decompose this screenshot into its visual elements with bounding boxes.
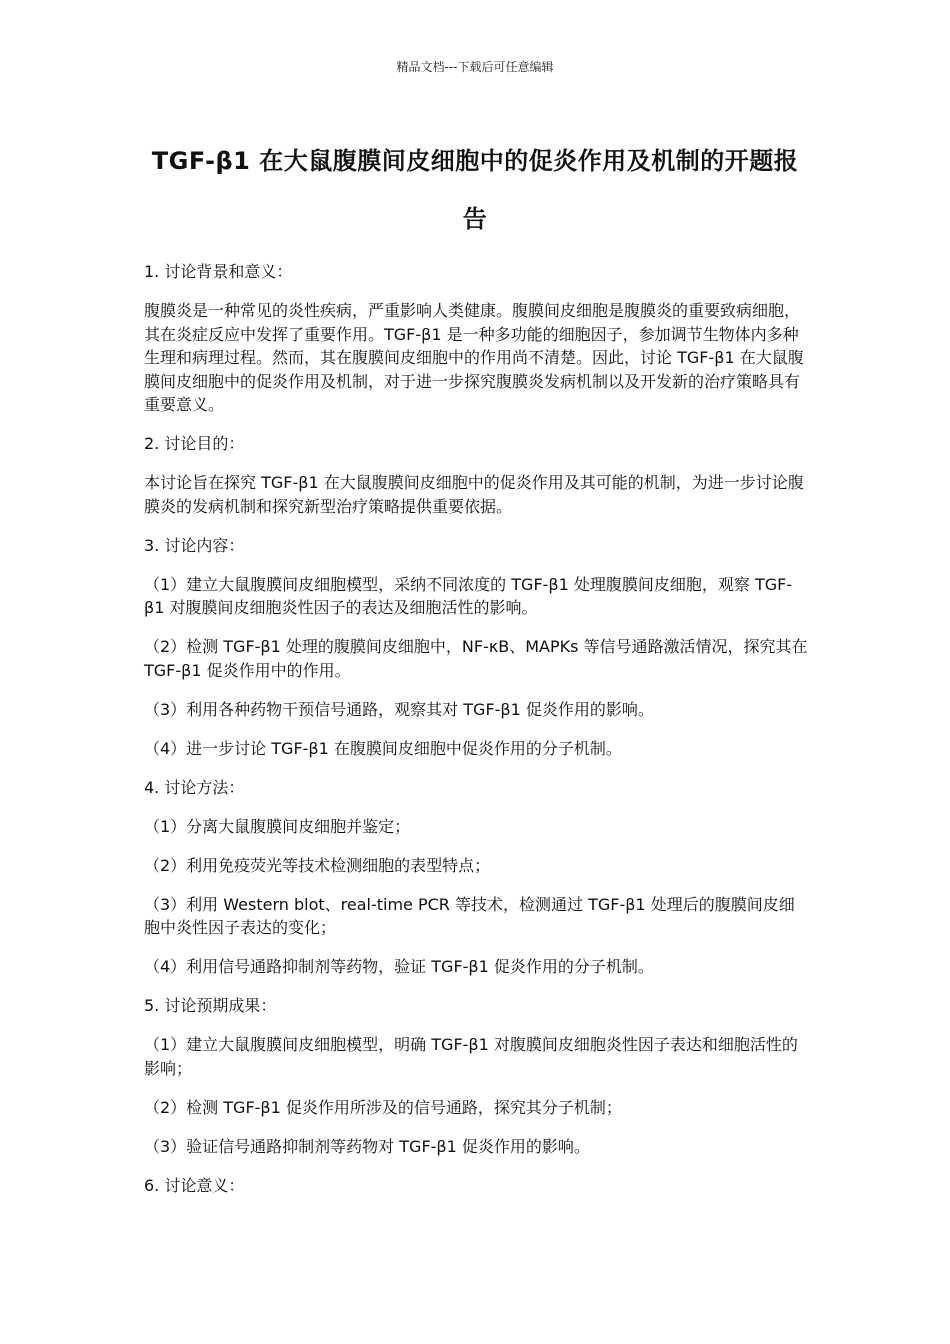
paragraph: （1）建立大鼠腹膜间皮细胞模型，明确 TGF-β1 对腹膜间皮细胞炎性因子表达和细胞活性的影响； [144, 1035, 798, 1078]
paragraph: （1）建立大鼠腹膜间皮细胞模型，采纳不同浓度的 TGF-β1 处理腹膜间皮细胞，观察 TGF-β1 对腹膜间皮细胞炎性因子的表达及细胞活性的影响。 [144, 574, 793, 617]
page-header: 精品文档---下载后可任意编辑 [396, 60, 554, 74]
section-heading: 6. 讨论意义： [144, 1175, 245, 1195]
paragraph: （4）利用信号通路抑制剂等药物，验证 TGF-β1 促炎作用的分子机制。 [144, 957, 654, 976]
paragraph: （3）利用 Western blot、real-time PCR 等技术，检测通过 TGF-β1 处理后的腹膜间皮细胞中炎性因子表达的变化； [144, 894, 795, 937]
section-heading: 2. 讨论目的： [144, 434, 245, 453]
section-heading: 3. 讨论内容： [144, 535, 245, 555]
paragraph: 腹膜炎是一种常见的炎性疾病，严重影响人类健康。腹膜间皮细胞是腹膜炎的重要致病细胞，其在炎症反应中发挥了重要作用。TGF-β1 是一种多功能的细胞因子，参加调节生物体内多种生理和病理过程。然而，其在腹膜间皮细胞中的作用尚不清楚。因此，讨论 TGF-β1 在大鼠腹膜间皮细胞中的促炎作用及机制，对于进一步探究腹膜炎发病机制以及开发新的治疗策略具有重要意义。 [144, 301, 804, 414]
paragraph: （3）利用各种药物干预信号通路，观察其对 TGF-β1 促炎作用的影响。 [144, 699, 654, 719]
document-body [144, 260, 808, 1213]
section-heading: 1. 讨论背景和意义： [144, 262, 293, 281]
document-title: TGF-β1 在大鼠腹膜间皮细胞中的促炎作用及机制的开题报告 [151, 147, 799, 233]
paragraph: （2）检测 TGF-β1 促炎作用所涉及的信号通路，探究其分子机制； [144, 1097, 622, 1117]
section-heading: 5. 讨论预期成果： [144, 996, 277, 1015]
paragraph: （2）检测 TGF-β1 处理的腹膜间皮细胞中，NF-κB、MAPKs 等信号通路激活情况，探究其在 TGF-β1 促炎作用中的作用。 [144, 637, 808, 680]
paragraph: （4）进一步讨论 TGF-β1 在腹膜间皮细胞中促炎作用的分子机制。 [144, 738, 622, 758]
paragraph: （2）利用免疫荧光等技术检测细胞的表型特点； [144, 855, 491, 875]
paragraph: （3）验证信号通路抑制剂等药物对 TGF-β1 促炎作用的影响。 [144, 1136, 590, 1156]
paragraph: （1）分离大鼠腹膜间皮细胞并鉴定； [144, 816, 411, 836]
section-heading: 4. 讨论方法： [144, 777, 245, 797]
paragraph: 本讨论旨在探究 TGF-β1 在大鼠腹膜间皮细胞中的促炎作用及其可能的机制，为进一步讨论腹膜炎的发病机制和探究新型治疗策略提供重要依据。 [144, 473, 804, 516]
